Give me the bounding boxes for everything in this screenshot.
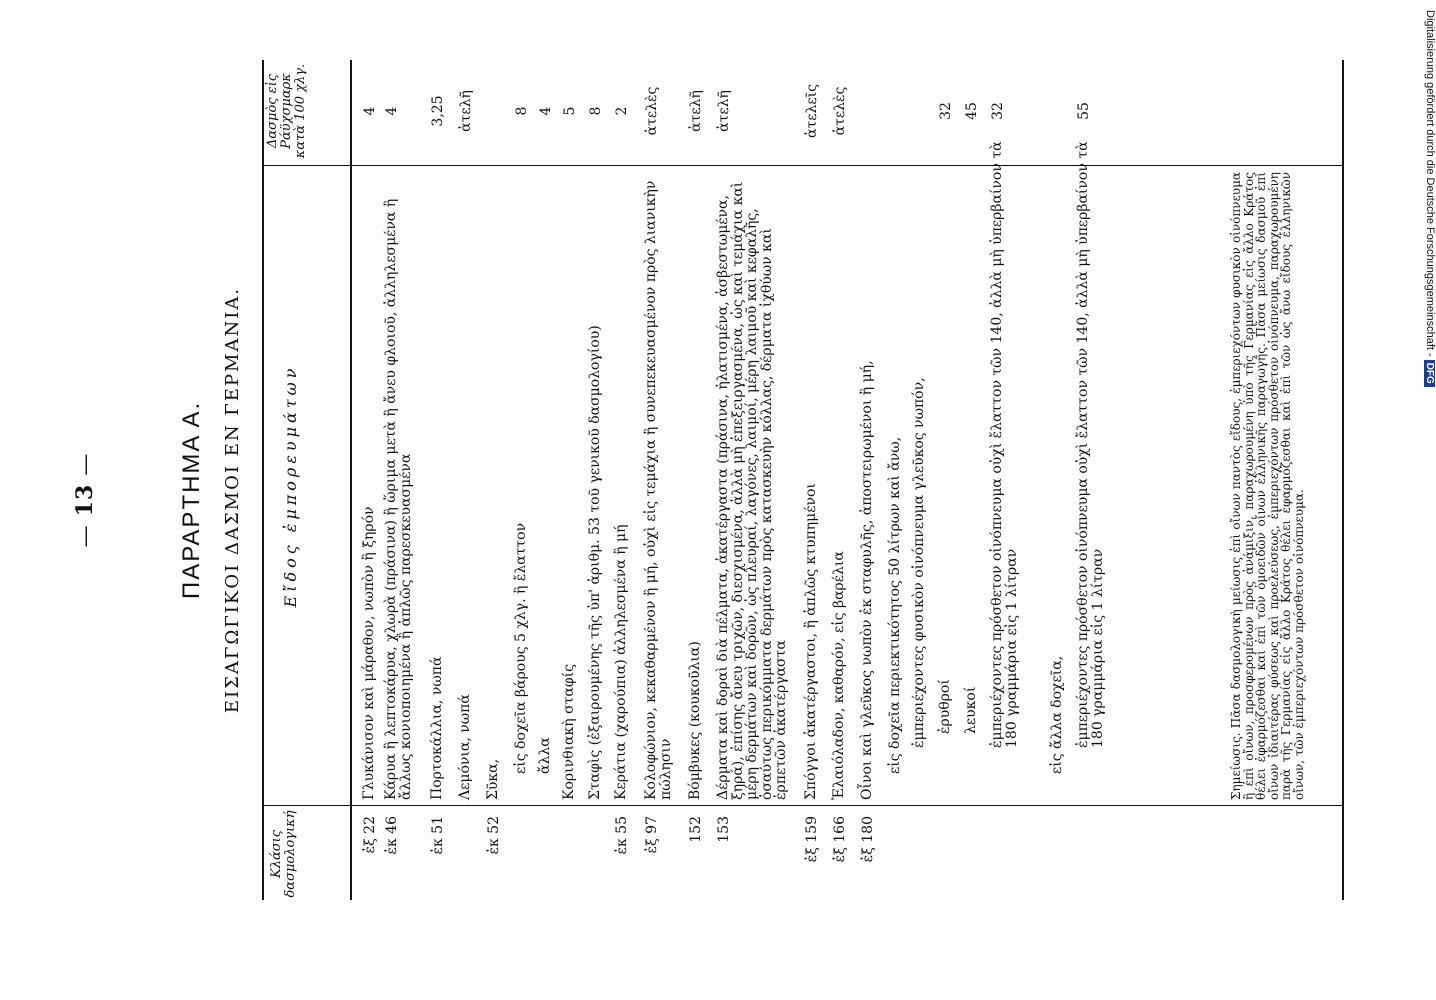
- page-number: [72, 0, 98, 1000]
- row-duty-rate: ἀτελὲς: [644, 86, 660, 136]
- row-item-description: Λεμόνια, νωπά: [457, 694, 473, 800]
- digitization-credit-line: [1418, 10, 1436, 390]
- row-class-code: 153: [716, 816, 732, 843]
- row-item-description: εἰς δοχεῖα περιεκτικότητος 50 λίτρων καὶ ἄνω,: [887, 436, 903, 774]
- row-duty-rate: 2: [614, 106, 630, 116]
- row-item-description: Κεράτια (χαρούπια) ἀλληλεσμένα ἢ μή: [613, 524, 629, 800]
- row-class-code: ἐξ 159: [804, 816, 820, 863]
- row-class-code: ἐξ 180: [860, 816, 876, 863]
- row-item-description: ἐμπεριέχοντες φυσικὸν οἰνόπνευμα γλεῦκος νωπόν,: [911, 377, 927, 748]
- header-kind: Εἴδος ἐμπορευμάτων: [281, 364, 300, 608]
- appendix-subtitle: ΕΙΣΑΓΩΓΙΚΟΙ ΔΑΣΜΟΙ ΕΝ ΓΕΡΜΑΝΙΑ.: [222, 286, 243, 714]
- row-item-description: Γλυκάνισον καὶ μάραθον, νωπὸν ἢ ξηρόν: [361, 506, 377, 800]
- column-divider-right: [262, 165, 1342, 166]
- row-duty-rate: ἀτελεῖς: [804, 84, 820, 138]
- row-duty-rate: ἀτελῆ: [458, 90, 474, 132]
- row-item-description: Κορινθιακὴ σταφίς: [561, 664, 577, 800]
- row-duty-rate: 4: [538, 106, 554, 116]
- row-item-description: Σταφὶς (ἐξαιρουμένης τῆς ὑπ' ἀριθμ. 53 τοῦ γενικοῦ δασμολογίου): [587, 325, 603, 800]
- row-item-description: Δέρματα καὶ δοραὶ διὰ πέλματα, ἀκατέργαστα (πράσινα, ἡλατισμένα, ἀσβεστωμένα, ξηρά), ἐπίσης ἄνευ τριχῶν, διεσχισμένα, ἀλλὰ μὴ ἐπεξειργασμένα, ὡς καὶ τεμάχια καὶ μέρη δερμάτων καὶ δορῶν, ὡς πλευραί, λαγόνες, λαιμοί, μέρη λαιμοῦ καὶ κεφαλῆς, ὁσαύτως περικόμματα δερμάτων πρὸς κατασκευὴν κόλλας, δέρματα ἰχθύων καὶ ἑρπετῶν ἀκατέργαστα: [715, 181, 789, 800]
- row-item-description: Σῦκα,: [485, 758, 501, 800]
- row-duty-rate: ἀτελῆ: [688, 90, 704, 132]
- table-bottom-rule: [1342, 60, 1344, 900]
- row-item-description: ἐμπεριέχοντες πρόσθετον οἰνόπνευμα οὐχὶ ἔλαττον τῶν 140, ἀλλὰ μὴ ὑπερβαίνον τὰ 180 γραμμάρια εἰς 1 λίτραν: [1075, 141, 1106, 748]
- row-duty-rate: 8: [514, 106, 530, 116]
- row-item-description: Ἐλαιόλαδον, καθαρόν, εἰς βαρέλια: [831, 551, 847, 800]
- row-item-description: Σπόγγοι ἀκατέργαστοι, ἢ ἁπλῶς κτυπημένοι: [803, 483, 819, 800]
- row-item-description: εἰς δοχεῖα βάρους 5 χλγ. ἢ ἔλαττον: [513, 522, 529, 774]
- column-divider-left: [262, 805, 1342, 806]
- row-duty-rate: ἀτελῆ: [716, 90, 732, 132]
- row-duty-rate: 5: [562, 106, 578, 116]
- table-top-rule: [262, 60, 264, 900]
- row-duty-rate: 3,25: [430, 95, 446, 127]
- row-class-code: ἐξ 166: [832, 816, 848, 863]
- row-item-description: Οἶνοι καὶ γλεῦκος νωπὸν ἐκ σταφυλῆς, ἀποστειρωμένοι ἢ μή,: [859, 360, 875, 800]
- row-item-description: Κολοφώνιον, κεκαθαρμένον ἢ μή, οὐχὶ εἰς τεμάχια ἢ συνεπεκευασμένον πρὸς λιανικὴν πώλησιν: [643, 180, 674, 800]
- digitization-credit: [1418, 10, 1436, 390]
- row-duty-rate: 32: [990, 102, 1006, 120]
- page-number-dash-right: —: [73, 452, 98, 476]
- row-duty-rate: 32: [938, 102, 954, 120]
- row-duty-rate: 8: [588, 106, 604, 116]
- tariff-table: [262, 60, 1347, 900]
- credit-text: Digitalisierung gefördert durch die Deutsche Forschungsgemeinschaft -: [1424, 10, 1436, 357]
- row-item-description: Πορτοκάλλια, νωπά: [429, 656, 445, 800]
- row-class-code: 152: [688, 816, 704, 843]
- table-header-rule: [350, 60, 352, 900]
- row-class-code: ἐξ 97: [644, 816, 660, 854]
- row-duty-rate: 45: [964, 102, 980, 120]
- row-class-code: ἐκ 46: [384, 816, 400, 855]
- row-item-description: ἐρυθροί: [937, 679, 953, 734]
- header-duty: Δασμὸς εἰς Ράϋχσμαρκ κατὰ 100 χλγ.: [265, 63, 308, 159]
- row-duty-rate: 4: [362, 106, 378, 116]
- row-class-code: ἐκ 51: [430, 816, 446, 855]
- row-item-description: εἰς ἄλλα δοχεῖα,: [1049, 655, 1065, 774]
- row-duty-rate: 55: [1076, 102, 1092, 120]
- row-item-description: Βόμβυκες (κουκοῦλια): [687, 641, 703, 800]
- header-class: Κλάσις δασμολογική: [269, 810, 298, 898]
- row-duty-rate: ἀτελὲς: [832, 86, 848, 136]
- appendix-title: ΠΑΡΑΡΤΗΜΑ Α.: [178, 400, 205, 600]
- row-class-code: ἐκ 52: [486, 816, 502, 855]
- table-note: Σημείωσις. Πᾶσα δασμολογικὴ μείωσις ἐπὶ οἴνων παντὸς εἴδους, ἐμπεριεχόντων φυσικὸν οἰνόπνευμα ἢ ἐπὶ οἴνων, προσφερομένων πρὸς ἀνάμιξιν, παραχωρουμένη ὑπὸ τῆς Γερμανίας εἰς ἄλλο Κράτος θέλει ἐφαρμόζεσθαι καὶ ἐπὶ τῶν ὁμοειδῶν οἴνων ἑλληνικῆς παραγωγῆς. Πᾶσα μείωσις δασμοῦ ἐπὶ οἴνων ἰδιαιτέρας φύσεως καὶ προελεύσεως, ἐμπεριεχόντων πρόσθετον οἰνόπνευμα, παραχωρουμένη παρὰ τῆς Γερμανίας εἰς ἄλλο Κράτος θέλει ἐφαρμόζεσθαι καὶ ἐπὶ τῶν ὡς ἄνω εἴδους ἑλληνικῶν οἴνων, τῶν ἐμπεριεχόντων πρόσθετον οἰνόπνευμα.: [1229, 172, 1306, 800]
- row-class-code: ἐκ 55: [614, 816, 630, 855]
- row-item-description: Κάρυα ἢ λεπτοκάρυα, χλωρὰ (πράσινα) ἢ ὥριμα μετὰ ἢ ἄνευ φλοιοῦ, ἀλληλεσμένα ἢ ἄλλως κονιοποιημένα ἢ ἁπλῶς παρεσκευασμένα: [383, 198, 414, 800]
- row-item-description: ἄλλα: [537, 737, 553, 774]
- row-class-code: ἐξ 22: [362, 816, 378, 854]
- row-duty-rate: 4: [384, 106, 400, 116]
- row-item-description: ἐμπεριέχοντες πρόσθετον οἰνόπνευμα οὐχὶ ἔλαττον τῶν 140, ἀλλὰ μὴ ὑπερβαίνον τὰ 180 γραμμάρια εἰς 1 λίτραν: [989, 141, 1020, 748]
- page-number-value: 13: [72, 483, 98, 517]
- page-number-dash-left: —: [73, 524, 98, 548]
- dfg-logo: DFG: [1424, 360, 1435, 387]
- row-item-description: λευκοί: [963, 686, 979, 734]
